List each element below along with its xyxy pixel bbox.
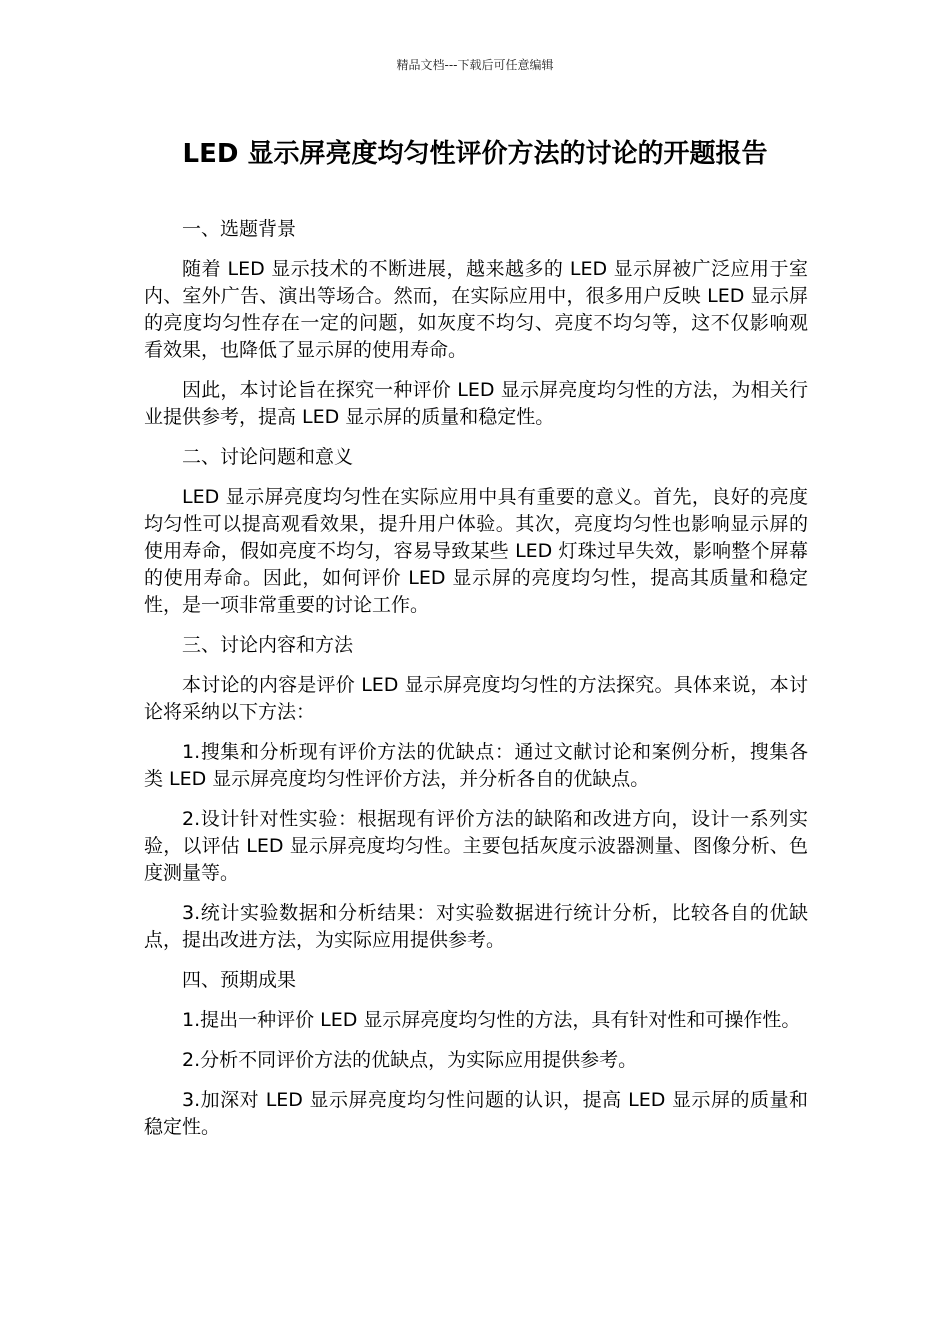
paragraph: LED 显示屏亮度均匀性在实际应用中具有重要的意义。首先，良好的亮度均匀性可以提高观看效果，提升用户体验。其次，亮度均匀性也影响显示屏的使用寿命，假如亮度不均匀，容易导致某些 LED 灯珠过早失效，影响整个屏幕的使用寿命。因此，如何评价 LED 显示屏的亮度均匀性，提高其质量和稳定性，是一项非常重要的讨论工作。	[144, 486, 808, 616]
list-item: 1.提出一种评价 LED 显示屏亮度均匀性的方法，具有针对性和可操作性。	[182, 1009, 801, 1031]
section-methods	[144, 632, 808, 954]
list-item: 3.统计实验数据和分析结果：对实验数据进行统计分析，比较各自的优缺点，提出改进方法，为实际应用提供参考。	[144, 902, 808, 951]
section-heading: 三、讨论内容和方法	[182, 634, 354, 656]
document-body	[144, 216, 808, 1154]
paragraph: 本讨论的内容是评价 LED 显示屏亮度均匀性的方法探究。具体来说，本讨论将采纳以下方法：	[144, 674, 808, 723]
list-item: 3.加深对 LED 显示屏亮度均匀性问题的认识，提高 LED 显示屏的质量和稳定性。	[144, 1089, 808, 1138]
list-item: 1.搜集和分析现有评价方法的优缺点：通过文献讨论和案例分析，搜集各类 LED 显示屏亮度均匀性评价方法，并分析各自的优缺点。	[144, 741, 808, 790]
list-item: 2.分析不同评价方法的优缺点，为实际应用提供参考。	[182, 1049, 638, 1071]
section-heading: 二、讨论问题和意义	[182, 446, 354, 468]
section-background	[144, 216, 808, 431]
section-heading: 四、预期成果	[182, 969, 297, 991]
paragraph: 随着 LED 显示技术的不断进展，越来越多的 LED 显示屏被广泛应用于室内、室外广告、演出等场合。然而，在实际应用中，很多用户反映 LED 显示屏的亮度均匀性存在一定的问题，如灰度不均匀、亮度不均匀等，这不仅影响观看效果，也降低了显示屏的使用寿命。	[144, 258, 808, 361]
section-heading: 一、选题背景	[182, 218, 297, 240]
document-title: LED 显示屏亮度均匀性评价方法的讨论的开题报告	[182, 139, 768, 169]
paragraph: 因此，本讨论旨在探究一种评价 LED 显示屏亮度均匀性的方法，为相关行业提供参考，提高 LED 显示屏的质量和稳定性。	[144, 379, 808, 428]
list-item: 2.设计针对性实验：根据现有评价方法的缺陷和改进方向，设计一系列实验，以评估 LED 显示屏亮度均匀性。主要包括灰度示波器测量、图像分析、色度测量等。	[144, 808, 808, 884]
section-significance	[144, 444, 808, 619]
page-header: 精品文档---下载后可任意编辑	[396, 58, 554, 72]
section-outcomes	[144, 967, 808, 1141]
